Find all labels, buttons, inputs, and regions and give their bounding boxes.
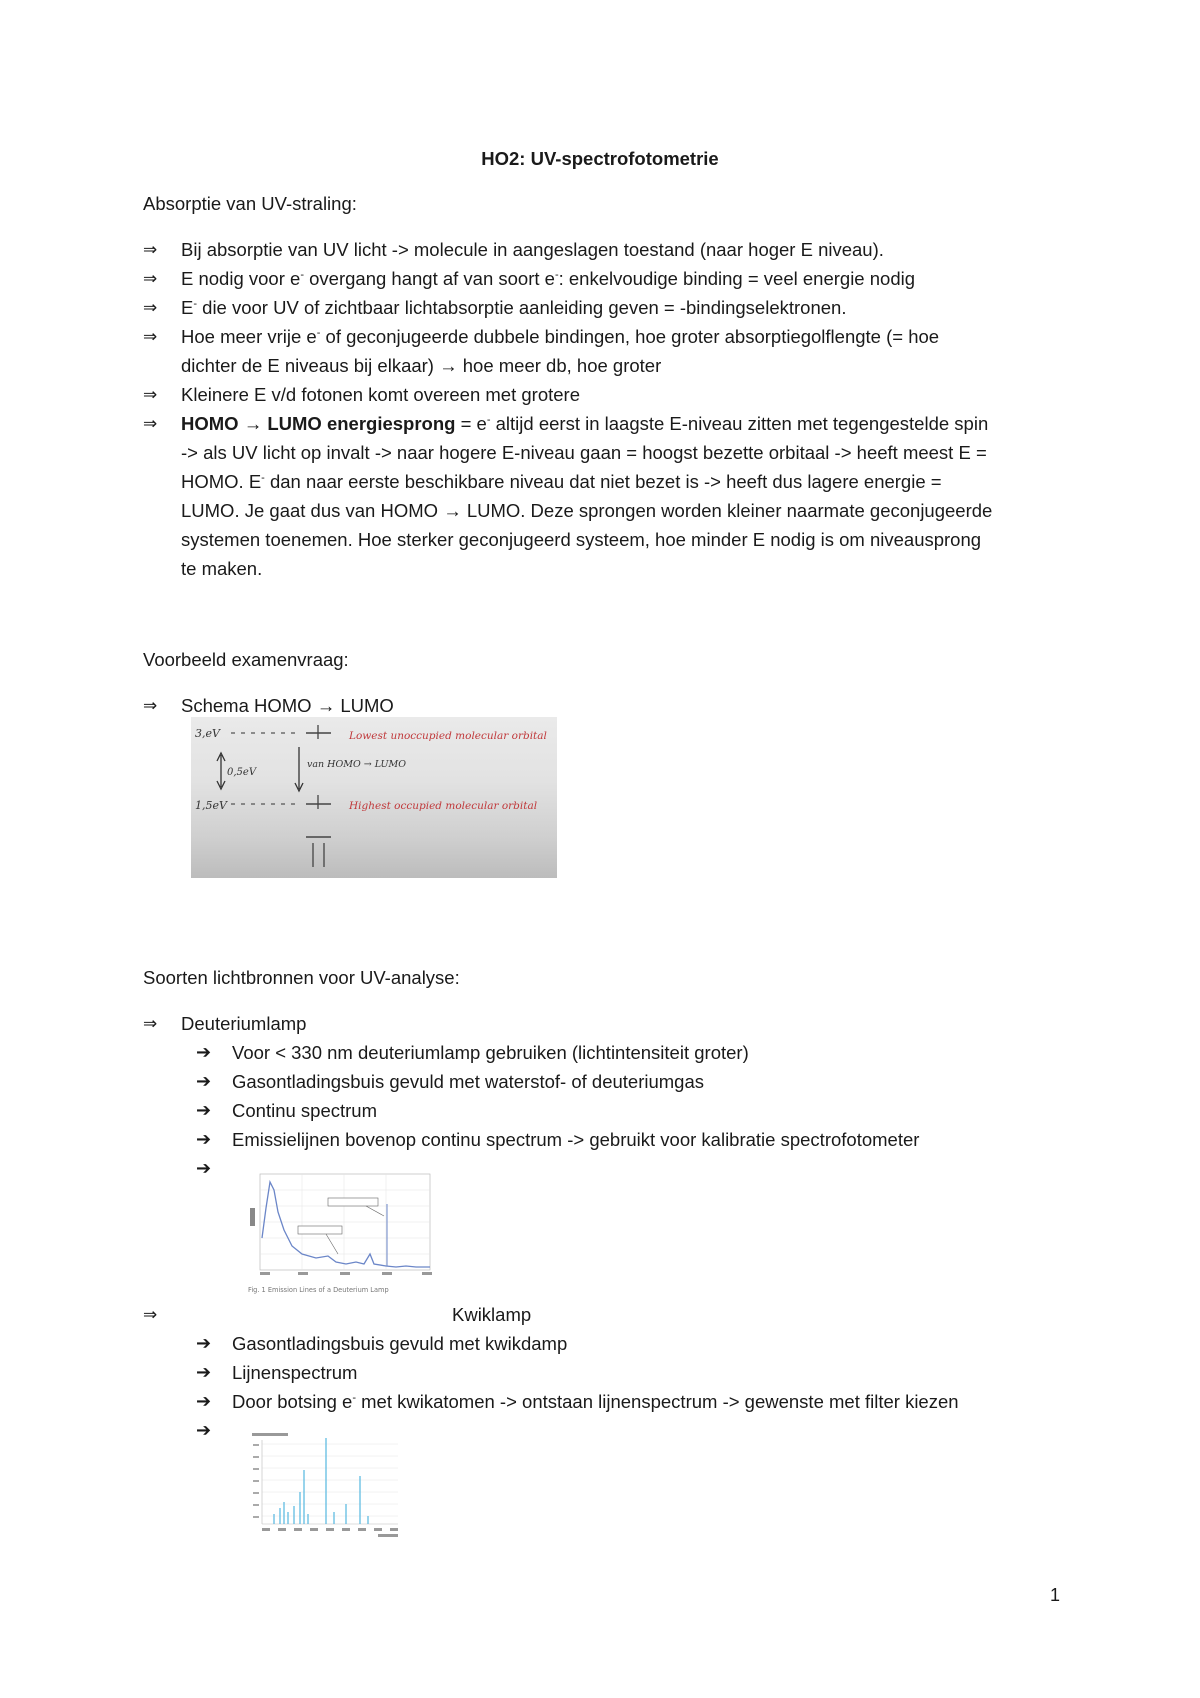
svg-text:0,5eV: 0,5eV xyxy=(227,767,257,778)
double-arrow-icon: ⇒ xyxy=(143,385,158,405)
deuterium-spectrum-plot xyxy=(246,1168,436,1296)
document-page: HO2: UV-spectrofotometrie Absorptie van UV-straling: ⇒ Bij absorptie van UV licht -> molecule in aangeslagen toestand (naar hoger E niveau). ⇒ E nodig voor e- overgang hangt af van soort e-: enkelvoudige binding = veel energie nodig ⇒ E- die voor UV of zichtbaar lichtabsorptie aanleiding geven = -bindingselektronen. ⇒ Hoe meer vrije e- of geconjugeerde dubbele bindingen, hoe groter absorptiegolflengte (= hoe dichter de E niveaus bij elkaar) → hoe meer db, hoe groter ⇒ Kleinere E v/d fotonen komt overeen met grotere ⇒ HOMO → LUMO energiesprong = e- altijd eerst in laagste E-niveau zitten met tegengestelde spin -> als UV licht op invalt -> naar hogere E-niveau gaan = hoogst bezette orbitaal -> heeft meest E = HOMO. E- dan naar eerste beschikbare niveau dat niet bezet is -> heeft dus lagere energie = LUMO. Je gaat dus van HOMO → LUMO. Deze sprongen worden kleiner naarmate geconjugeerde systemen toenemen. Hoe sterker geconjugeerd systeem, hoe minder E nodig is om niveausprong te maken. Voorbeeld examenvraag: ⇒ Schema HOMO → LUMO 3,eV 1,5eV 0,5eV van HOMO → LUMO Lowest unoccupied molecular orbital Highest occupied molecular orbital Soorten lichtbronnen voor UV-analyse: ⇒ Deuteriumlamp ➔ Voor < 330 nm deuteriumlamp gebruiken (lichtintensiteit groter) ➔ Gasontladingsbuis gevuld met waterstof- of deuteriumgas ➔ Continu spectrum ➔ Emissielijnen bovenop continu spectrum -> gebruikt voor kalibratie spectrofotometer ➔ Fig. 1 Emission Lines of a Deuterium Lamp ⇒ Kwiklamp ➔ Gasontladingsbuis gevuld met kwikdamp ➔ Lijnenspectrum ➔ Door botsing e- met kwikatomen -> ontstaan lijnenspectrum -> gewenste met filter kiezen ➔ 1 xyxy=(0,0,1200,1698)
double-arrow-icon: ⇒ xyxy=(143,327,158,347)
arrow-right-icon: ➔ xyxy=(196,1129,212,1150)
figure-caption: Fig. 1 Emission Lines of a Deuterium Lamp xyxy=(248,1286,389,1294)
double-arrow-icon: ⇒ xyxy=(143,1014,158,1034)
arrow-right-icon: ➔ xyxy=(196,1420,212,1441)
double-arrow-icon: ⇒ xyxy=(143,269,158,289)
arrow-right-icon: ➔ xyxy=(196,1100,212,1121)
homo-lumo-sketch xyxy=(191,717,557,878)
section-heading-voorbeeld: Voorbeeld examenvraag: xyxy=(143,649,349,670)
mercury-spectrum-plot xyxy=(248,1432,416,1540)
arrow-right-icon: ➔ xyxy=(196,1071,212,1092)
svg-text:Lowest unoccupied molecular or: Lowest unoccupied molecular orbital xyxy=(349,730,547,742)
homo-lumo-photo xyxy=(191,717,557,878)
double-arrow-icon: ⇒ xyxy=(143,298,158,318)
svg-text:Highest occupied molecular orb: Highest occupied molecular orbital xyxy=(349,800,538,812)
arrow-right-icon: → xyxy=(443,500,462,521)
section-heading-absorptie: Absorptie van UV-straling: xyxy=(143,193,357,214)
arrow-right-icon: ➔ xyxy=(196,1042,212,1063)
mercury-spectrum-figure xyxy=(248,1432,416,1540)
arrow-right-icon: ➔ xyxy=(196,1362,212,1383)
page-title: HO2: UV-spectrofotometrie xyxy=(481,148,719,169)
svg-text:van HOMO → LUMO: van HOMO → LUMO xyxy=(307,759,407,770)
double-arrow-icon: ⇒ xyxy=(143,414,158,434)
page-number: 1 xyxy=(1049,1585,1060,1605)
arrow-right-icon: → xyxy=(243,413,263,434)
svg-text:3,eV: 3,eV xyxy=(195,727,220,740)
arrow-right-icon: ➔ xyxy=(196,1391,212,1412)
section-heading-lichtbronnen: Soorten lichtbronnen voor UV-analyse: xyxy=(143,967,460,988)
arrow-right-icon: → xyxy=(439,355,458,376)
deuterium-spectrum-figure xyxy=(246,1168,436,1296)
double-arrow-icon: ⇒ xyxy=(143,696,158,716)
arrow-right-icon: → xyxy=(316,695,336,716)
double-arrow-icon: ⇒ xyxy=(143,1305,158,1325)
svg-text:1,5eV: 1,5eV xyxy=(195,799,227,812)
double-arrow-icon: ⇒ xyxy=(143,240,158,260)
arrow-right-icon: ➔ xyxy=(196,1158,212,1179)
arrow-right-icon: ➔ xyxy=(196,1333,212,1354)
